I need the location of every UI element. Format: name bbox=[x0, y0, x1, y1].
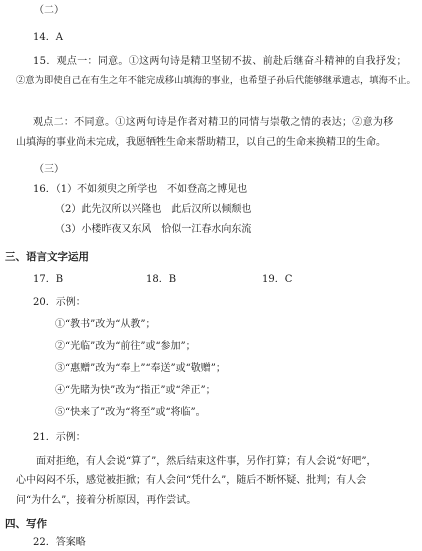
answer-17: 17．B bbox=[33, 274, 64, 285]
answer-15-line-4: 山填海的事业尚未完成，我愿牺牲生命来帮助精卫，以自己的生命来换精卫的生命。 bbox=[16, 137, 386, 148]
answer-19: 19．C bbox=[262, 274, 293, 285]
answer-14: 14．A bbox=[33, 32, 63, 43]
answer-22: 22．答案略 bbox=[33, 537, 86, 548]
answer-20-item: ①“教书”改为“从教”； bbox=[55, 319, 156, 330]
answer-16-line-1: 16．（1）不如须臾之所学也 不如登高之博见也 bbox=[33, 184, 248, 195]
answer-21-heading: 21．示例： bbox=[33, 432, 86, 443]
part-3-title: 三、语言文字运用 bbox=[5, 251, 89, 263]
answer-21-line-1: 面对拒绝，有人会说“算了”，然后结束这件事，另作打算；有人会说“好吧”， bbox=[36, 456, 377, 467]
answer-21-line-3: 问“为什么”，接着分析原因，再作尝试。 bbox=[16, 495, 197, 506]
answer-20-item: ⑤“快来了”改为“将至”或“将临”。 bbox=[55, 407, 206, 418]
answer-20-item: ③“惠赠”改为“奉上”“奉送”或“敬赠”； bbox=[55, 363, 226, 374]
part-4-title: 四、写作 bbox=[5, 518, 47, 530]
answer-21-line-2: 心中闷闷不乐，感觉被拒掀；有人会问“凭什么”，随后不断怀疑、批判；有人会 bbox=[16, 475, 367, 486]
answer-15-line-2: ②意为即使自己在有生之年不能完成移山填海的事业，也希望子孙后代能够继承遗志，填海不止。 bbox=[16, 75, 416, 86]
answer-16-line-3: （3）小楼昨夜又东风 恰似一江春水向东流 bbox=[55, 224, 252, 235]
answer-16-line-2: （2）此先汉所以兴隆也 此后汉所以倾颓也 bbox=[55, 204, 252, 215]
section-3-heading: （三） bbox=[34, 164, 64, 175]
answer-15-line-1: 15．观点一：同意。①这两句诗是精卫坚韧不拔、前赴后继奋斗精神的自我抒发； bbox=[33, 56, 407, 67]
section-2-heading: （二） bbox=[34, 5, 64, 16]
answer-18: 18．B bbox=[146, 274, 177, 285]
answer-15-line-3: 观点二：不同意。①这两句诗是作者对精卫的同情与崇敬之情的表达；②意为移 bbox=[33, 117, 394, 128]
answer-20-item: ②“光临”改为“前往”或“参加”； bbox=[55, 341, 196, 352]
answer-20-item: ④“先睹为快”改为“指正”或“斧正”； bbox=[55, 385, 216, 396]
answer-20-heading: 20．示例： bbox=[33, 297, 86, 308]
